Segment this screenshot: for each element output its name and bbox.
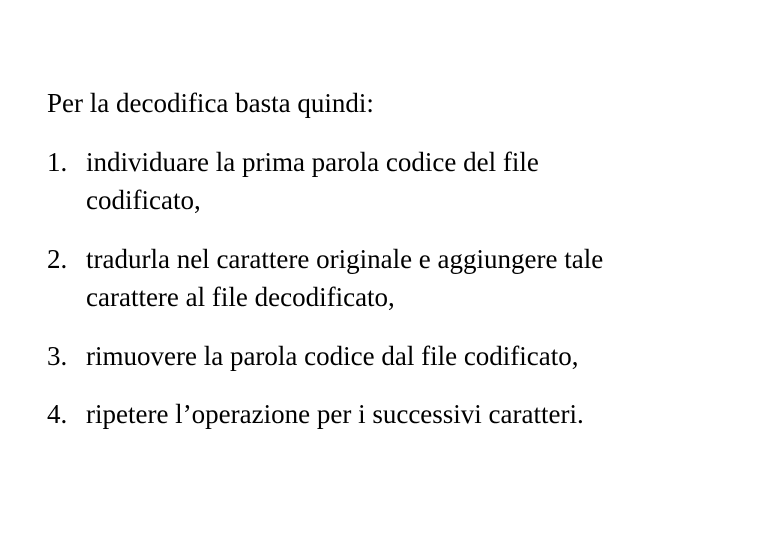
- list-item: [47, 143, 747, 219]
- list-item: [47, 337, 747, 375]
- step-line: tradurla nel carattere originale e aggiungere tale: [86, 244, 604, 274]
- step-number: 1.: [47, 147, 68, 177]
- step-line: individuare la prima parola codice del file: [86, 147, 539, 177]
- step-line: codificato,: [86, 185, 201, 215]
- step-text: [86, 240, 747, 316]
- list-item: [47, 240, 747, 316]
- step-text: [86, 143, 747, 219]
- steps-list: [47, 143, 747, 454]
- intro-text: Per la decodifica basta quindi:: [47, 88, 374, 118]
- step-text: ripetere l’operazione per i successivi caratteri.: [86, 399, 584, 429]
- step-number: 3.: [47, 341, 68, 371]
- list-item: [47, 395, 747, 433]
- step-number: 2.: [47, 244, 68, 274]
- step-line: carattere al file decodificato,: [86, 282, 395, 312]
- step-number: 4.: [47, 399, 68, 429]
- step-text: rimuovere la parola codice dal file codificato,: [86, 341, 579, 371]
